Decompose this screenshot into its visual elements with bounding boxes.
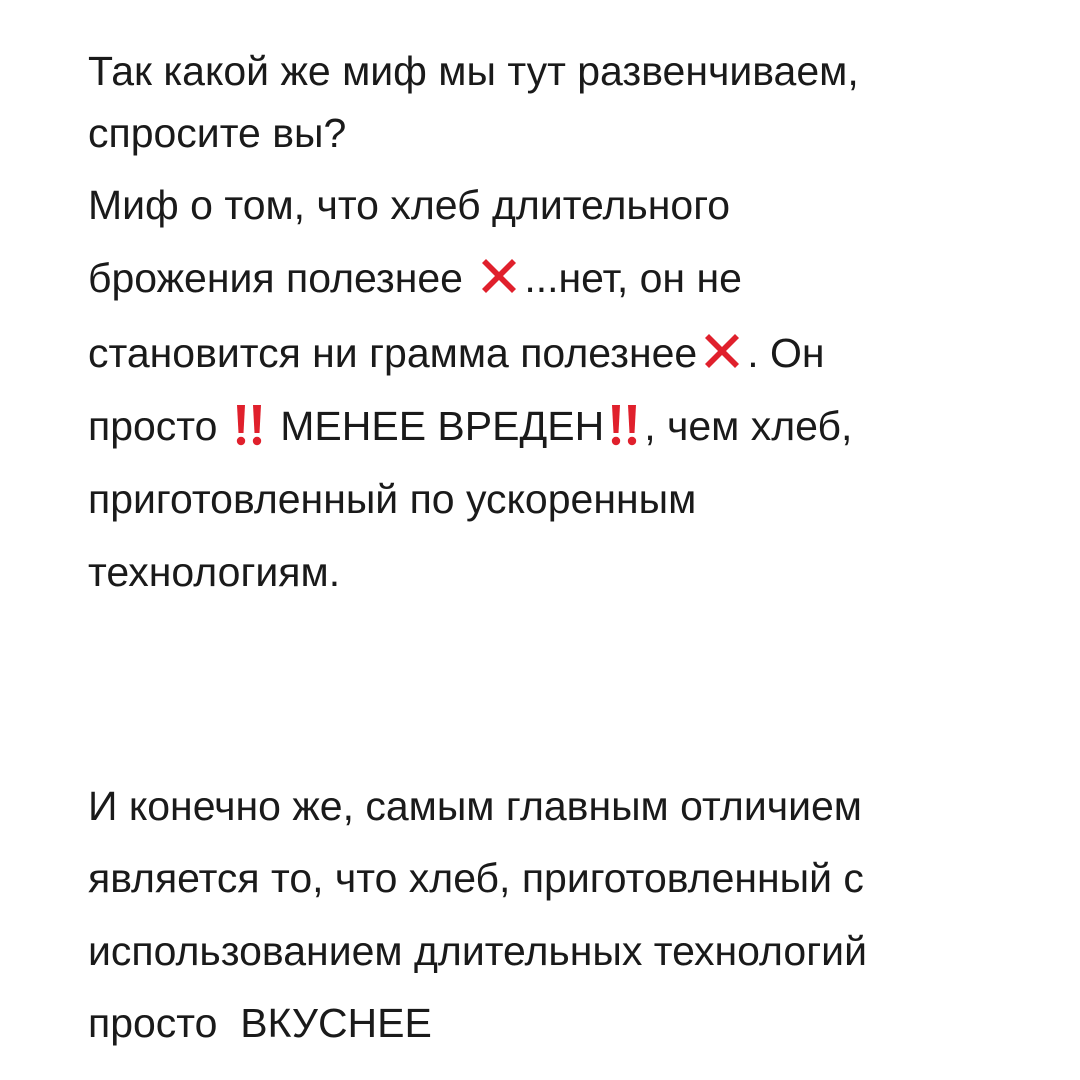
text-span: технологиям. xyxy=(88,549,341,595)
text-line xyxy=(88,988,432,1058)
text-span: спросите вы? xyxy=(88,110,347,156)
text-line xyxy=(88,771,862,841)
cross-mark-icon xyxy=(699,328,745,374)
text-span: Миф о том, что хлеб длительного xyxy=(88,182,731,228)
text-line xyxy=(88,170,730,240)
double-exclamation-icon xyxy=(233,402,265,448)
text-span: становится ни грамма полезнее xyxy=(88,330,698,376)
text-span: МЕНЕЕ ВРЕДЕН xyxy=(280,403,605,449)
text-line xyxy=(88,537,340,607)
text-span: приготовленный по ускоренным xyxy=(88,476,697,522)
text-line xyxy=(88,391,852,461)
text-span: просто xyxy=(88,403,229,449)
text-span: Так какой же миф мы тут развенчиваем, xyxy=(88,48,859,94)
text-span: ...нет, он не xyxy=(524,255,742,301)
text-line xyxy=(88,916,867,986)
text-span: И конечно же, самым главным отличием xyxy=(88,783,862,829)
text-span: просто ВКУСНЕЕ xyxy=(88,1000,432,1046)
text-span: . Он xyxy=(747,330,825,376)
text-line xyxy=(88,464,696,534)
text-line xyxy=(88,98,346,168)
text-span: является то, что хлеб, приготовленный с xyxy=(88,855,864,901)
text-line xyxy=(88,843,864,913)
text-line xyxy=(88,318,825,388)
text-span: использованием длительных технологий xyxy=(88,928,867,974)
double-exclamation-icon xyxy=(608,402,640,448)
text-line xyxy=(88,243,742,313)
text-span: , чем хлеб, xyxy=(644,403,853,449)
text-line xyxy=(88,36,859,106)
cross-mark-icon xyxy=(476,253,522,299)
text-span: брожения полезнее xyxy=(88,255,475,301)
